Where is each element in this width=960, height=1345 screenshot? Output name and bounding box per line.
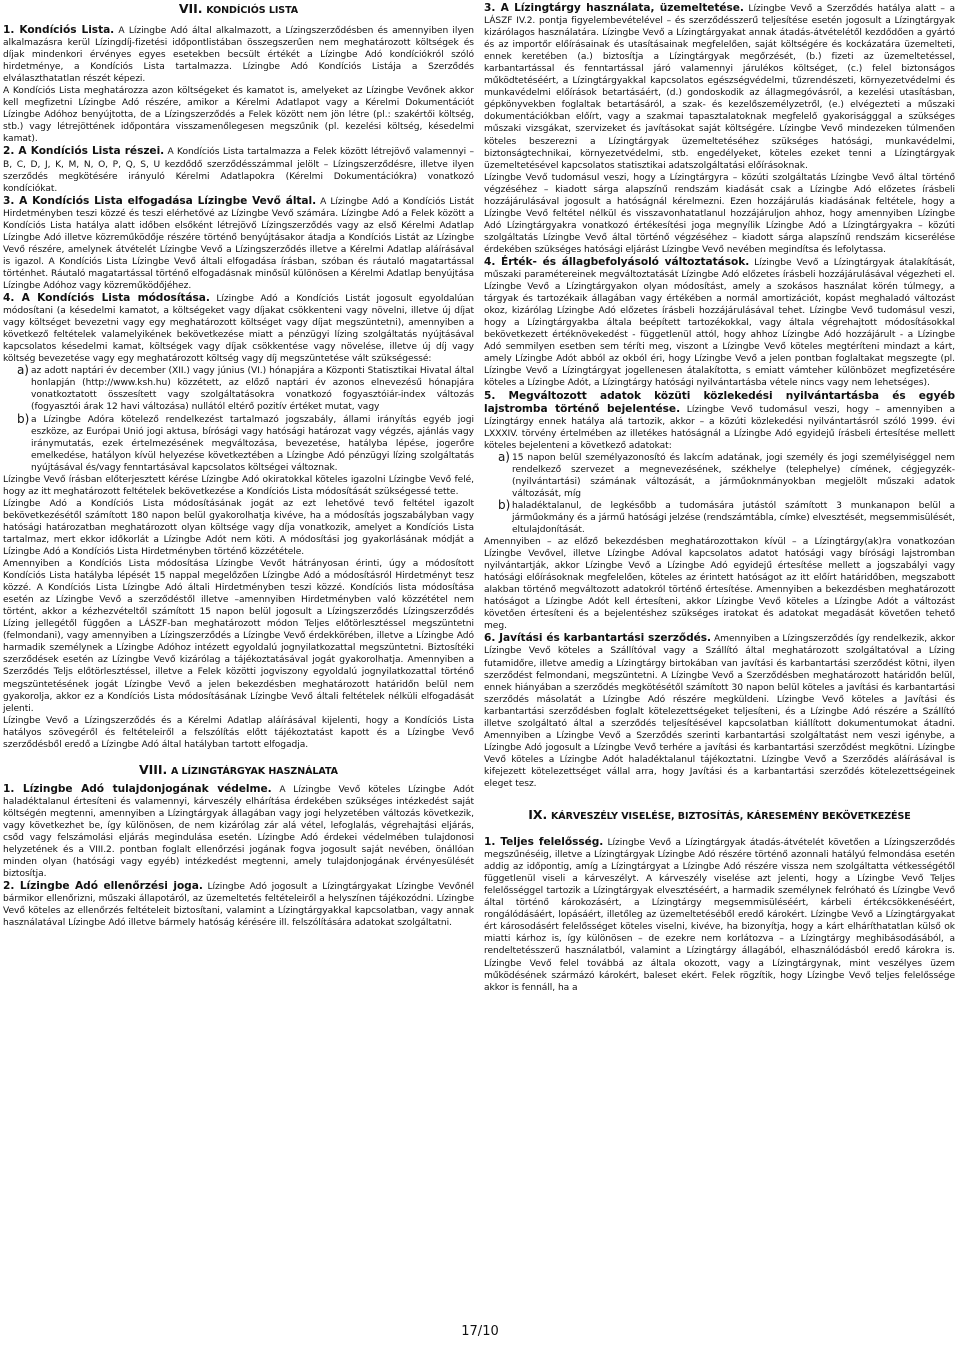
- s7-paragraph-3: [3, 195, 474, 292]
- list-item-text: a Lízingbe Adóra kötelező rendelkezést tartalmazó jogszabály, állami irányítás egyéb jogi eszköze, az Európai Unió jogi aktusa, bírósági vagy hatósági határozat vagy végzés, ajánlás vagy iránymutatás, ezek értelmezésének megváltozása, bevezetése, hatályba lépése, jogerőre emelkedése, hatályon kívül helyezése következtében a Lízingbe Adó pénzügyi lízing szolgáltatás nyújtásával és/vagy fenntartásával kapcsolatos költségei változnak.: [31, 414, 474, 473]
- left-column: [3, 2, 474, 929]
- section-9-heading: KÁRVESZÉLY VISELÉSE, BIZTOSÍTÁS, KÁRESEMÉNY BEKÖVETKEZÉSE: [550, 811, 911, 823]
- s7-paragraph-2: [3, 145, 474, 194]
- list-item: [484, 449, 955, 500]
- list-item-text: 15 napon belül személyazonosító és lakcím adatának, jogi személy és jogi személyiséggel nem rendelkező szervezet a megnevezésének, székhelye (telephelye) címének, cégjegyzék- (nyilvántartási) számának változását, a járműoknmányokban megjelölt műszaki adatok változását, míg: [512, 452, 955, 499]
- s8-p5-text: Lízingbe Vevő tudomásul veszi, hogy – amennyiben a Lízingtárgy ennek hatálya alá tartozik, akkor – a közúti közlekedési nyilvántartásról szóló 1999. évi LXXXIV. törvény értelmében az illetékes hatóságnál a Lízingbe Adó egyidejű írásbeli értesítése mellett köteles bejelenteni a következő adatokat:: [484, 404, 955, 451]
- s7-paragraph-4e: Lízingbe Vevő a Lízingszerződés és a Kérelmi Adatlap aláírásával kijelenti, hogy a Kondíciós Lista hatályos szövegéről és feltételeiről a felszólítás előtt tájékoztatást kapott és a Lízingbe Vevő szerződésből eredő a Lízingbe Adó által hatályban tartott elfogadja.: [3, 715, 474, 750]
- s8-p6-text: Amennyiben a Lízingszerződés így rendelkezik, akkor Lízingbe Vevő köteles a Szállítóval vagy a Szállító által meghatározott szolgáltatóval a Lízing futamidőre, illetve amedig a Lízingtárgy birtokában van javítási és karbantartási szerződést kötni, ilyen szerződést felmondani, megszüntetni. A Lízingbe Vevő a Szerződésben meghatározott határidőn belül, ennek hiányában a szerződés megkötésétől számított 30 napon belül köteles a javítási és karbantartási szerződés másolatát a Lízingbe Adó részére megküldeni. Lízingbe Vevő köteles a Javítási és karbantartási szerződésben foglalt kötelezettségeket teljesíteni, és a Lízingbe Adó részére a Szállító illetve szolgáltató által a szerződés teljesítésével kapcsolatban kiállított dokumentumokat átadni. Amennyiben a Lízingbe Vevő a Szerződés szerinti karbantartási szolgáltatást nem veszi igénybe, a Lízingbe Adó jogosult a Lízingbe Vevő terhére a javítási és karbantartási szerződést megkötni. Lízingbe Vevő köteles a Lízingbe Adót haladéktalanul tájékoztatni. Lízingbe Vevő a Szerződés aláírásával is kifejezett kötelezettséget vállal arra, hogy Javítási és a karbantartási szerződés kötelezettségeinek eleget tesz.: [484, 634, 955, 789]
- s8-p4-heading: 4. Érték- és állagbefolyásoló változtatások.: [484, 255, 750, 268]
- section-8-title: [3, 763, 474, 779]
- s8-paragraph-4: [484, 256, 955, 390]
- s7-p1-text: A Lízingbe Adó által alkalmazott, a Lízingszerződésben és amennyiben ilyen alkalmazásra kerül Lízingdíj-fizetési időpontlistában összegszerűen nem meghatározott költségek és díjak mindenkori érvényes egyes esetekben becsült értékét a Lízingbe Adó kondíciókról szóló hirdetménye, a Kondíciós Lista tartalmazza. Lízingbe Adó Kondíciós Listája a Szerződés elválaszthatatlan részét képezi.: [3, 26, 474, 85]
- s7-p3-text: A Lízingbe Adó a Kondíciós Listát Hirdetményben teszi közzé és teszi elérhetővé az Lízingbe Vevő számára. Lízingbe Adó a Felek között a Kondíciós Lista hatálya alatt időben elsőként létrejövő Lízingszerződés vagy az első Kérelmi Adatlap Lízingbe Adó illetve közreműködője részére történő benyújtásakor átadja a Kondíciós Listát az Lízingbe Vevő részére, amelynek átvételét Lízingbe Vevő a Lízingszerződés illetve a Kérelmi Adatlap aláírásával is igazol. A Kondíciós Lista Lízingbe Vevő általi elfogadása írásban, szóban és ráutaló magatartással történhet. Ráutaló magatartással történő elfogadásnak minősül különösen a Kérelmi Adatlap benyújtása Lízingbe Adóhoz vagy közreműködőjéhez.: [3, 196, 474, 291]
- s8-paragraph-6: [484, 632, 955, 790]
- s7-paragraph-4b: Lízingbe Vevő írásban előterjesztett kérése Lízingbe Adó okiratokkal köteles igazolni Lízingbe Vevő felé, hogy az itt meghatározott feltételek bekövetkezése a Kondíciós Lista módosítását szükségessé tette.: [3, 474, 474, 497]
- s7-p1-heading: 1. Kondíciós Lista.: [3, 24, 115, 36]
- s8-paragraph-3b: Lízingbe Vevő tudomásul veszi, hogy a Lízingtárgyra – közúti szolgáltatás Lízingbe Vevő által történő végzéséhez – kiadott sárga alapszínű rendszám kiadását csak a Lízingbe Adó előzetes írásbeli hozzájárulásával jogosult a hatóságnál kérelmezni. Ezen hozzájárulás kiadásának feltétele, hogy a Lízingbe Vevő feltétel nélkül és visszavonhatatlanul hozzájáruljon ahhoz, hogy amennyiben Lízingbe Adó Lízingtárgyakra vonatkozó értékesítési joga megnyílik Lízingbe Adó a Lízingtárgyakra – közúti szolgáltatás Lízingbe Vevő által történő végzéséhez – kiadott sárga alapszínű rendszám kicserélése érdekében szükséges hatósági eljárást Lízingbe Vevő nevében megindítsa és lefolytassa.: [484, 172, 955, 255]
- s7-paragraph-1b: A Kondíciós Lista meghatározza azon költségeket és kamatot is, amelyeket az Lízingbe Vevőnek akkor kell megfizetni Lízingbe Adó részére, amikor a Kérelmi Adatlapot vagy a Kérelmi Dokumentációt Lízingbe Adóhoz benyújtotta, de a Lízingszerződés a Felek között nem jön létre (pl.: szakértői költség, stb.) vagy létrejöttének időpontára visszamenőlegesen megszűnik (pl. kezelési költség, késedelmi kamat).: [3, 86, 474, 145]
- section-9-number: IX.: [528, 807, 548, 823]
- s8-paragraph-2: [3, 880, 474, 929]
- s8-p1-text: A Lízingbe Vevő köteles Lízingbe Adót haladéktalanul értesíteni és valamennyi, kárveszély elhárítása érdekében szükséges intézkedést saját költségén megtenni, amennyiben a Lízingtárgyak állagában vagy jogi helyzetében változás következik, vagy következhet be, így különösen, de nem kizárólag zár alá vétel, lefoglalás, végrehajtási eljárás, csőd vagy felszámolási eljárás megindulása esetén. Lízingbe Adó érdekei védelmében tulajdonosi helyzetének és a VIII.2. pontban foglalt ellenőrzési jogának fogva jogosult saját nevében, önállóan minden olyan (hatósági vagy egyéb) intézkedést megtenni, amely tulajdonjogának érvényesülését biztosítja.: [3, 784, 474, 880]
- s8-p2-heading: 2. Lízingbe Adó ellenőrzési joga.: [3, 880, 203, 893]
- list-item: [3, 365, 474, 413]
- s8-p4-text: Lízingbe Vevő a Lízingtárgyak átalakítását, műszaki paramétereinek megváltoztatását Lízingbe Adó előzetes írásbeli hozzájárulásával végezheti el. Lízingbe Vevő a Lízingtárgyakon olyan módosítást, amely a szokásos használat körén túlmegy, a tárgyak és tartozékaik állagában vagy értékében a normál amortizációt, kopást meghaladó változást okoz, kizárólag Lízingbe Adó előzetes írásbeli hozzájárulásával tehet. Lízingbe Vevő tudomásul veszi, hogy a Lízingtárgyakba általa beépített tartozékokkal, vagy általa végrehajtott módosításokkal bekövetkezett értéknövekedést - függetlenül attól, hogy ahhoz Lízingbe Adó hozzájárult - a Lízingbe Adó semmilyen esetben sem téríti meg, viszont a Lízingbe Vevő köteles megtéríteni mindazt a kárt, amely Lízingbe Adót abból az okból éri, hogy Lízingbe Vevő a jelen pontban foglaltakat megszegte (pl. Lízingbe Vevő a Lízingtárgyat jogellenesen átalakította, s emiatt vámteher különbözet megfizetésére köteles a Lízingbe Adót, a Lízingtárgy hatósági nyilvántartásba vétele nincs vagy nem lehetséges).: [484, 257, 956, 389]
- list-marker: b): [17, 411, 30, 426]
- section-8-heading: A LÍZINGTÁRGYAK HASZNÁLATA: [170, 765, 338, 777]
- s7-p4-heading: 4. A Kondíciós Lista módosítása.: [3, 292, 210, 305]
- section-7-number: VII.: [178, 1, 203, 16]
- section-8-number: VIII.: [139, 761, 168, 777]
- list-marker: a): [17, 363, 29, 378]
- s8-report-list: [484, 449, 955, 536]
- s7-paragraph-4: [3, 292, 474, 365]
- list-item: [484, 497, 955, 536]
- page-number: 17/10: [461, 1324, 499, 1339]
- s8-p5-heading: 5. Megváltozott adatok közüti közlekedési nyilvántartásba és egyéb lajstromba történő bejelentése.: [484, 389, 955, 415]
- list-item-text: haladéktalanul, de legkésőbb a tudomására jutástól számított 3 munkanapon belül a járműokmány és a jármű hatósági jelzése (rendszámtábla, címke) elvesztését, megsemmisülését, eltulajdonítását.: [512, 500, 955, 536]
- list-item-text: az adott naptári év december (XII.) vagy június (VI.) hónapjára a Központi Statisztikai Hivatal által honlapján (http://www.ksh.hu) közzétett, az előző naptári év azonos elnevezésű hónapjára vonatkoztatott összesített vagy szolgáltatásokra vonatkozó fogyasztóiár-index változás (fogyasztói árak 12 havi változása) nullától eltérő pozitív értéket mutat, vagy: [31, 366, 474, 413]
- s7-paragraph-4c: Lízingbe Adó a Kondíciós Lista módosításának jogát az ezt lehetővé tevő feltétel igazolt bekövetkezésétől számított 180 napon belül gyakorolhatja kivéve, ha a módosítás jogszabályban vagy hatósági határozatban meghatározott olyan költsége vagy díja vonatkozik, amelyet a Kondíciós Lista tartalmaz, mert ekkor időkorlát a Lízingbe Adót nem köti. A módosítási jog gyakorlásának módját a Lízingbe Adó a Kondíciós Lista Hirdetményben történő közzététele.: [3, 498, 474, 558]
- list-marker: a): [498, 449, 510, 464]
- s7-p4-text: Lízingbe Adó a Kondíciós Listát jogosult egyoldalúan módosítani (a késedelmi kamatot, a költségeket vagy díjakat csökkenteni vagy növelni, illetve új díjat vagy költséget bevezetni vagy egy meghatározott költséget vagy díjat megszüntetni), amennyiben a következő feltételek valamelyikének bekövetkezése miatt a pénzügyi lízing szolgáltatás nyújtásával kapcsolatos késedelmi kamat, költségek vagy díjak csökkentése vagy növelése, illetve új díj vagy költség bevezetése vagy egy meghatározott költség vagy díj megszüntetése vált szükségessé:: [3, 294, 474, 365]
- s8-p6-heading: 6. Javítási és karbantartási szerződés.: [484, 632, 711, 645]
- section-7-heading: KONDÍCIÓS LISTA: [206, 5, 299, 16]
- s7-paragraph-1: [3, 24, 474, 85]
- s7-paragraph-4d: Amennyiben a Kondíciós Lista módosítása Lízingbe Vevőt hátrányosan érinti, úgy a módosított Kondíciós Lista hatályba lépését 15 nappal megelőzően Lízingbe Adó a módosításról Hirdetményt tesz közzé. A Kondíciós Lista Lízingbe Adó általi Hirdetményben teszi közzé. Kondíciós lista módosítása esetén az Lízingbe Vevő a szerződéstől illetve –amennyiben Hirdetményben való közzététel nem történt, akkor a kézhezvételtől számított 15 napon belül jogosult a Lízingszerződés Lízingszerződés Lízing jellegétől függően a LÁSZF-ban meghatározott módon Teljes előtörlesztéssel megszüntetni (felmondani), vagy amennyiben a Lízingszerződés a Lízingbe Vevő érdekkörében, illetve a Lízingbe Adó harmadik személynek a Lízingbe Adóhoz intézett egyoldalú jognyilatkozattal megszüntetni. Biztosítéki szerződések esetén az Lízingbe Vevő kizárólag a tájékoztatásával jogát gyakorolhatja. Amennyiben a Szerződés Teljs előtörlesztéssel, illetve a Felek közötti jogviszony egyoldalú jognyilatkozattal történő megszüntetésének jogát Lízingbe Vevő a jelen bekezdésben meghatározott határidőn belül nem gyakorolja, akkor ez a Kondíciós Lista módosításának Lízingbe Vevő általi feltételek nélküli elfogadását jelenti.: [3, 559, 474, 714]
- s8-p1-heading: 1. Lízingbe Adó tulajdonjogának védelme.: [3, 782, 272, 795]
- section-7-title: [3, 2, 474, 18]
- s7-p2-text: A Kondíciós Lista tartalmazza a Felek között létrejövő valamennyi – B, C, D, J, K, M, N, O, P, Q, S, U kezdődő szerződésszámmal jelölt – Lízingszerződésre, illetve ilyen szerződés megkötésére irányuló Kérelmi Adatlapokra (Kérelmi Dokumentációkra) vonatkozó kondíciókat.: [3, 147, 474, 194]
- s8-paragraph-5: [484, 390, 955, 452]
- s7-condition-list: [3, 365, 474, 473]
- s8-paragraph-1: [3, 783, 474, 880]
- right-column: [484, 2, 955, 994]
- s8-p2-text: Lízingbe Adó jogosult a Lízingtárgyakat Lízingbe Vevőnél bármikor ellenőrizni, műszaki állapotáról, az üzemeltetés feltételeiről a helyszínen tájékozódni. Lízingbe Vevő köteles az ellenőrzés feltételeit biztosítani, valamint a Lízingtárgyakkal kapcsolatban, vagy annak használatával Lízingbe Adó illetve bármely hatóság kérésére ill. felszólítására adatokat szolgáltatni.: [3, 882, 474, 929]
- s7-p3-heading: 3. A Kondíciós Lista elfogadása Lízingbe Vevő által.: [3, 194, 317, 207]
- list-marker: b): [498, 497, 511, 512]
- s9-p1-heading: 1. Teljes felelősség.: [484, 836, 604, 849]
- s8-p3-heading: 3. A Lízingtárgy használata, üzemeltetése.: [484, 2, 744, 14]
- s8-paragraph-3: [484, 2, 955, 172]
- s9-p1-text: Lízingbe Vevő a Lízingtárgyak átadás-átvételét követően a Lízingszerződés megszűnéséig, illetve a Lízingtárgyak Lízingbe Adó részére történő azonnali hatályú felmondása esetén addig az időpontig, amíg a Lízingtárgyat a Lízingbe Adó részére vissza nem szolgáltatta vétkességétől függetlenül viseli a kárveszélyt. A kárveszély viselése azt jelenti, hogy a Lízingbe Vevő Teljes felelősséggel tartozik a Lízingtárgyak elvesztéséért, a harmadik személynek felróható és Lízingbe Vevő által történő károkozásért, a Lízingtárgy megsemmisüléséért, kárbeli értékcsökkenéséért, rongálódásáért, lopásáért, illetőleg az üzemeltetéséből eredő károkért. Lízingbe Vevő a Lízingtárgyakat ért károsodásért felelősséget köteles viselni, kivéve, ha bizonyítja, hogy a kárt elháríthatatlan külső ok miatti kárhoz is, így különösen – de ezekre nem korlátozva – a Lízingtárgy meghibásodásából, a rendeltetésszerű használatból, valamint a Lízingtárgy állagából, elhasználódásból eredő károkra is. Lízingbe Vevő felel továbbá az általa okozott, vagy a Lízingtárgynak, mint veszélyes üzem működésének szármázó károkért, baleset ekért. Felek rögzítik, hogy Lízingbe Vevő teljes felelőssége akkor is fennáll, ha a: [484, 838, 955, 993]
- s9-paragraph-1: [484, 836, 955, 994]
- s8-p3-text: Lízingbe Vevő a Szerződés hatálya alatt – a LÁSZF IV.2. pontja figyelembevételével – és szerződésszerű teljesítése esetén jogosult a Lízingtárgyak kizárólagos használatára. Lízingbe Vevő a Lízingtárgyakat annak átadás-átvételétől kezdődően a gyártó és az importőr előírásainak és utasításainak megfelelően, saját költségére és kockázatára üzemelteti, ennek keretében (a.) biztosítja a Lízingtárgyak megőrzését, (b.) fizeti az üzemeltetéssel, karbantartással és fenntartással járó valamennyi járulékos költséget, (c.) felel biztonságos működtetéséért, a Lízingtárgyakkal kapcsolatos egészségvédelmi, tűzrendészeti, környezetvédelmi és munkavédelmi előírások betartásáért, (d.) gondoskodik az állagmegóvásról, a kezelési utasításban, gépkönyvekben foglaltak betartásáról, a szak- és kezelőszemélyzetről, (e.) elvégezteti a műszaki dokumentációkban előírt, vagy a szakmai tapasztalatoknak megfelelő gyakoriságggal a szükséges műszaki vizsgákat, szervizeket és javításokat saját költségére. Lízingbe Vevő mindezeken túlmenően köteles beszerezni a Lízingtárgyak üzemeltetéséhez szükséges hatósági, munkavédelmi, biztonságtechnikai, környezetvédelmi, stb. engedélyeket, köteles ezeket tenni a Lízingtárgyak üzemeltetésével kapcsolatos statisztikai adatszolgáltatási előírásoknak.: [484, 4, 955, 171]
- list-item: [3, 411, 474, 474]
- section-9-title: [484, 808, 955, 824]
- s7-p2-heading: 2. A Kondíciós Lista részei.: [3, 145, 165, 158]
- s8-paragraph-5b: Amennyiben – az előző bekezdésben meghatározottakon kívül – a Lízingtárgy(ak)ra vonatkozóan Lízingbe Vevővel, illetve Lízingbe Adóval kapcsolatos adatot hatósági vagy bírósági lajstromban nyilvántartják, akkor Lízingbe Vevő a Lízingbe Adó egyidejű értesítése mellett a jogszabályi vagy hatósági előírásoknak megfelelően, köteles az érintett hatóságot az itt előírt határidőben, megszabott alakban történő megváltozott adatokról történő értesítése. Amennyiben a bekezdésben meghatározott hatóságot a Lízingbe Adót kell értesíteni, akkor Lízingbe Vevő köteles a Lízingbe Adót a változást követően értesíteni és a bejelentéshez szükséges iratokat és adatokat megadását követően tehető meg.: [484, 537, 955, 632]
